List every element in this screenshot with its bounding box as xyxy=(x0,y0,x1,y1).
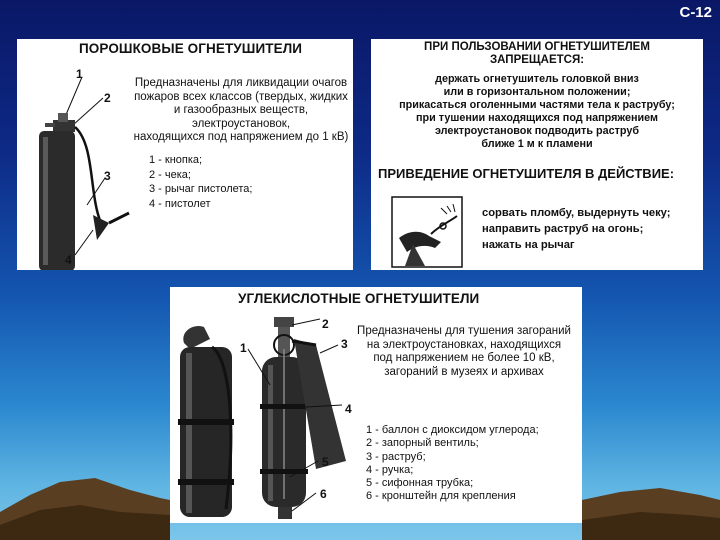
powder-description-line: и газообразных веществ, электроустановок, xyxy=(173,104,309,130)
co2-description xyxy=(348,325,580,379)
list-item: сорвать пломбу, выдернуть чеку; xyxy=(482,207,671,219)
co2-callout-6: 6 xyxy=(320,487,327,501)
co2-title: УГЛЕКИСЛОТНЫЕ ОГНЕТУШИТЕЛИ xyxy=(238,291,480,306)
powder-callout-4: 4 xyxy=(65,253,72,267)
activation-title: ПРИВЕДЕНИЕ ОГНЕТУШИТЕЛЯ В ДЕЙСТВИЕ: xyxy=(378,166,675,181)
prohibitions-list xyxy=(371,73,703,151)
list-item: 5 - сифонная трубка; xyxy=(366,477,474,490)
powder-extinguisher-panel xyxy=(17,39,353,270)
powder-callout-2: 2 xyxy=(104,91,111,105)
list-item: при тушении находящихся под напряжением xyxy=(416,112,658,124)
powder-description-line: находящихся под напряжением до 1 кВ) xyxy=(133,131,349,143)
activation-steps-list xyxy=(482,205,670,253)
co2-description-line: загораний в музеях и архивах xyxy=(384,365,544,378)
co2-callout-2: 2 xyxy=(322,317,329,331)
list-item: держать огнетушитель головкой вниз xyxy=(435,73,639,85)
powder-description-line: Предназначены для ликвидации очагов xyxy=(134,77,348,89)
powder-callout-3: 3 xyxy=(104,169,111,183)
list-item: 2 - чека; xyxy=(149,168,191,181)
co2-callout-5: 5 xyxy=(322,455,329,469)
co2-callout-4: 4 xyxy=(345,402,352,416)
usage-rules-panel xyxy=(371,39,703,270)
prohibitions-title-line: ПРИ ПОЛЬЗОВАНИИ ОГНЕТУШИТЕЛЕМ xyxy=(424,41,650,53)
list-item: прикасаться оголенными частями тела к раструбу; xyxy=(399,99,675,111)
prohibitions-title-line: ЗАПРЕЩАЕТСЯ: xyxy=(489,54,585,66)
powder-title: ПОРОШКОВЫЕ ОГНЕТУШИТЕЛИ xyxy=(79,41,303,56)
hand-pulling-pin-drawing xyxy=(391,196,463,268)
powder-description-line: пожаров всех классов (твердых, жидких xyxy=(134,90,348,103)
list-item: 4 - ручка; xyxy=(366,463,414,476)
co2-description-line: на электроустановках, находящихся xyxy=(366,338,562,351)
list-item: 1 - кнопка; xyxy=(149,154,203,166)
list-item: электроустановок подводить раструб xyxy=(434,125,639,137)
co2-callout-1: 1 xyxy=(240,341,247,355)
list-item: ближе 1 м к пламени xyxy=(481,138,593,150)
prohibitions-title xyxy=(371,41,703,67)
list-item: 6 - кронштейн для крепления xyxy=(366,490,516,503)
co2-description-line: под напряжением не более 10 кВ, xyxy=(373,352,555,364)
co2-description-line: Предназначены для тушения загораний xyxy=(357,325,571,337)
list-item: направить раструб на огонь; xyxy=(482,223,644,235)
list-item: или в горизонтальном положении; xyxy=(443,86,631,98)
powder-description xyxy=(125,77,357,145)
slide-number: С-12 xyxy=(679,4,712,21)
list-item: 1 - баллон с диоксидом углерода; xyxy=(366,424,539,436)
powder-parts-list xyxy=(149,153,253,211)
list-item: 2 - запорный вентиль; xyxy=(366,437,479,450)
co2-parts-list xyxy=(366,424,539,504)
list-item: 3 - раструб; xyxy=(366,450,426,463)
list-item: 3 - рычаг пистолета; xyxy=(149,183,253,195)
co2-callout-3: 3 xyxy=(341,337,348,351)
list-item: нажать на рычаг xyxy=(482,239,575,251)
co2-extinguisher-panel xyxy=(170,287,582,523)
powder-callout-1: 1 xyxy=(76,67,83,81)
list-item: 4 - пистолет xyxy=(149,197,211,210)
